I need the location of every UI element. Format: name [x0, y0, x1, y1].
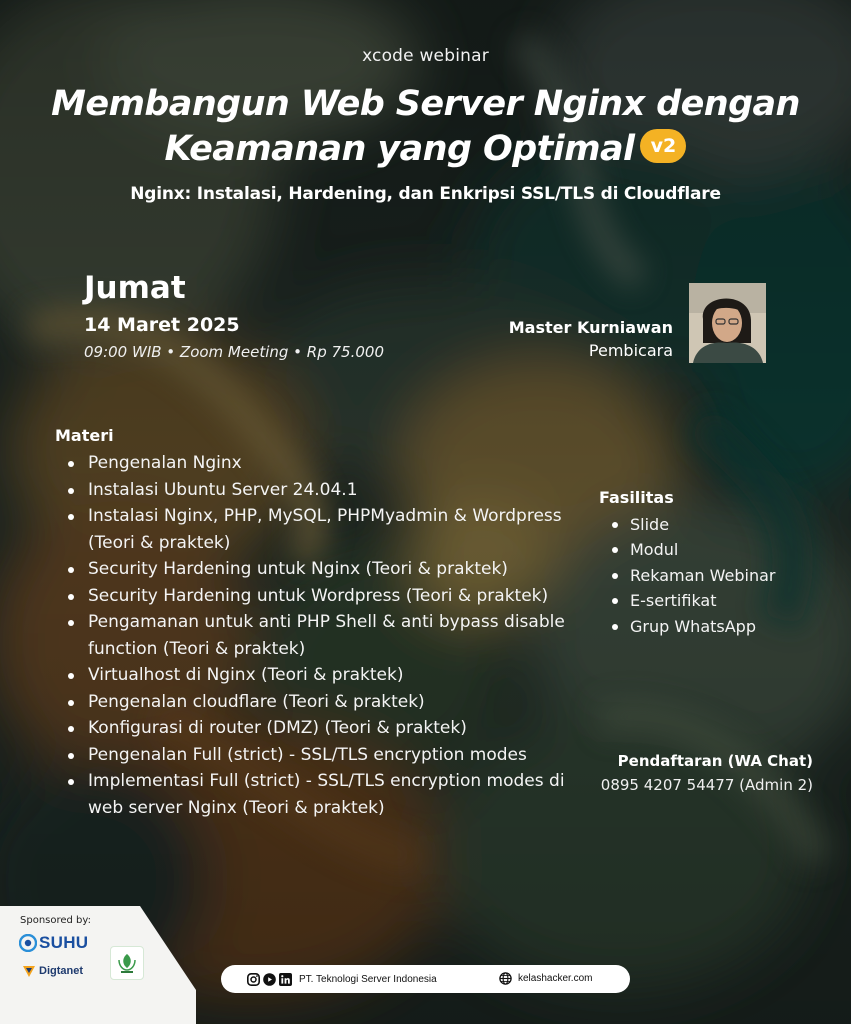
registration-contact[interactable]: 0895 4207 54477 (Admin 2) [600, 776, 813, 794]
list-item: Implementasi Full (strict) - SSL/TLS encryption modes di web server Nginx (Teori & praktek) [62, 768, 582, 821]
footer-company: PT. Teknologi Server Indonesia [299, 973, 437, 985]
list-item: E-sertifikat [606, 588, 776, 613]
footer-bar [221, 965, 630, 993]
emblem-icon [114, 950, 140, 976]
list-item: Modul [606, 537, 776, 562]
footer-website[interactable] [499, 972, 592, 985]
list-item: Konfigurasi di router (DMZ) (Teori & praktek) [62, 715, 582, 742]
speaker-photo [689, 283, 766, 363]
sponsor-label: Sponsored by: [20, 915, 91, 926]
list-item: Slide [606, 512, 776, 537]
materi-list [62, 450, 582, 821]
materi-heading: Materi [55, 426, 114, 445]
event-date: 14 Maret 2025 [84, 314, 240, 336]
list-item: Pengamanan untuk anti PHP Shell & anti bypass disable function (Teori & praktek) [62, 609, 582, 662]
title-line-2: Keamanan yang Optimal [164, 129, 635, 169]
digtanet-mark-icon [22, 964, 36, 978]
suhu-logo-text: SUHU [39, 933, 89, 952]
list-item: Rekaman Webinar [606, 563, 776, 588]
eyebrow-text: xcode webinar [362, 46, 489, 66]
list-item: Grup WhatsApp [606, 614, 776, 639]
suhu-mark-icon [19, 934, 37, 952]
version-badge: v2 [640, 129, 686, 163]
event-day: Jumat [84, 270, 186, 306]
list-item: Pengenalan cloudflare (Teori & praktek) [62, 689, 582, 716]
instagram-icon[interactable] [247, 973, 260, 986]
list-item: Security Hardening untuk Nginx (Teori & praktek) [62, 556, 582, 583]
list-item: Instalasi Ubuntu Server 24.04.1 [62, 477, 582, 504]
footer-website-text[interactable]: kelashacker.com [518, 973, 593, 984]
event-title [0, 82, 851, 172]
registration-heading: Pendaftaran (WA Chat) [617, 752, 813, 770]
list-item: Instalasi Nginx, PHP, MySQL, PHPMyadmin & Wordpress (Teori & praktek) [62, 503, 582, 556]
speaker-role: Pembicara [588, 341, 673, 360]
sponsor-emblem-logo [110, 946, 144, 980]
event-details: 09:00 WIB • Zoom Meeting • Rp 75.000 [84, 343, 384, 361]
fasilitas-list [606, 512, 776, 639]
title-line-1: Membangun Web Server Nginx dengan [51, 84, 800, 124]
suhu-logo [19, 931, 88, 955]
list-item: Pengenalan Nginx [62, 450, 582, 477]
linkedin-icon[interactable] [279, 973, 292, 986]
list-item: Pengenalan Full (strict) - SSL/TLS encryption modes [62, 742, 582, 769]
globe-icon [499, 972, 512, 985]
fasilitas-heading: Fasilitas [599, 488, 674, 507]
speaker-name: Master Kurniawan [508, 318, 673, 337]
digtanet-logo-text: Digtanet [39, 965, 83, 977]
youtube-icon[interactable] [263, 973, 276, 986]
list-item: Security Hardening untuk Wordpress (Teori & praktek) [62, 583, 582, 610]
list-item: Virtualhost di Nginx (Teori & praktek) [62, 662, 582, 689]
social-icons [247, 973, 292, 986]
subtitle: Nginx: Instalasi, Hardening, dan Enkripsi SSL/TLS di Cloudflare [130, 184, 721, 204]
digtanet-logo [22, 962, 83, 980]
